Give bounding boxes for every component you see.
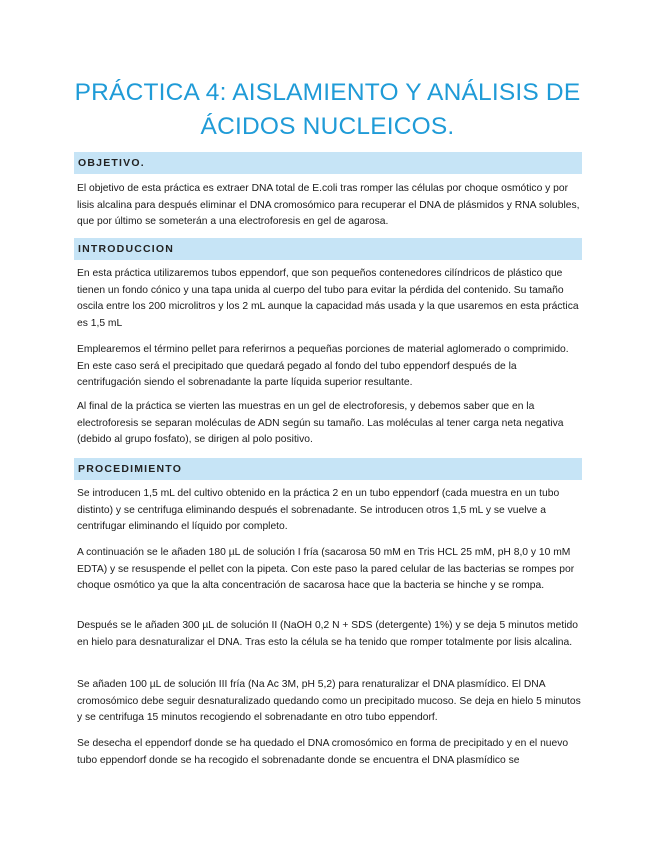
paragraph-procedimiento-4: Se añaden 100 µL de solución III fría (Na Ac 3M, pH 5,2) para renaturalizar el DNA plasmídico. El DNA cromosómico debe seguir desnaturalizado quedando como un precipitado mucoso. Se deja en hielo 5 minutos y se centrifuga 15 minutos recogiendo el sobrenadante en otro tubo eppendorf. bbox=[77, 679, 581, 723]
paragraph-introduccion-3: Al final de la práctica se vierten las muestras en un gel de electroforesis, y debemos saber que en la electroforesis se separan moléculas de ADN según su tamaño. Las moléculas al tener carga neta negativa (debido al grupo fosfato), se dirigen al polo positivo. bbox=[77, 401, 564, 445]
paragraph-introduccion-1: En esta práctica utilizaremos tubos eppendorf, que son pequeños contenedores cilíndricos de plástico que tienen un fondo cónico y una tapa unida al cuerpo del tubo para evitar la pérdida del contenido. Su tamaño oscila entre los 200 microlitros y los 2 mL aunque la capacidad más usada y la que usaremos en esta práctica es 1,5 mL bbox=[77, 268, 579, 329]
paragraph-introduccion-2: Emplearemos el término pellet para referirnos a pequeñas porciones de material aglomerado o comprimido. En este caso será el precipitado que quedará pegado al fondo del tubo eppendorf después de la centrifugación siendo el sobrenadante la parte líquida superior resultante. bbox=[77, 344, 569, 388]
paragraph-procedimiento-3: Después se le añaden 300 µL de solución II (NaOH 0,2 N + SDS (detergente) 1%) y se deja 5 minutos metido en hielo para desnaturalizar el DNA. Tras esto la célula se ha tenido que romper totalmente por lisis alcalina. bbox=[77, 620, 578, 648]
page-title-line-1: PRÁCTICA 4: AISLAMIENTO Y ANÁLISIS DE bbox=[74, 79, 581, 106]
section-heading-introduccion: INTRODUCCION bbox=[74, 238, 582, 260]
section-heading-objetivo: OBJETIVO. bbox=[74, 152, 582, 174]
paragraph-procedimiento-1: Se introducen 1,5 mL del cultivo obtenido en la práctica 2 en un tubo eppendorf (cada muestra en un tubo distinto) y se centrifuga eliminando después el sobrenadante. Se introducen otros 1,5 mL y se vuelve a centrifugar eliminando el líquido por completo. bbox=[77, 488, 560, 532]
paragraph-objetivo-1: El objetivo de esta práctica es extraer DNA total de E.coli tras romper las células por choque osmótico y por lisis alcalina para después eliminar el DNA cromosómico para recuperar el DNA de plásmidos y RNA solubles, que por último se someterán a una electroforesis en gel de agarosa. bbox=[77, 183, 580, 227]
paragraph-procedimiento-5: Se desecha el eppendorf donde se ha quedado el DNA cromosómico en forma de precipitado y en el nuevo tubo eppendorf donde se ha recogido el sobrenadante donde se encuentra el DNA plasmídico se bbox=[77, 738, 569, 766]
page-title-line-2: ÁCIDOS NUCLEICOS. bbox=[200, 113, 455, 140]
section-heading-procedimiento: PROCEDIMIENTO bbox=[74, 458, 582, 480]
page-title bbox=[60, 76, 595, 144]
paragraph-procedimiento-2: A continuación se le añaden 180 µL de solución I fría (sacarosa 50 mM en Tris HCL 25 mM, pH 8,0 y 10 mM EDTA) y se resuspende el pellet con la pipeta. Con este paso la pared celular de las bacterias se rompes por choque osmótico ya que la alta concentración de sacarosa hace que la bacteria se hinche y se rompa. bbox=[77, 547, 575, 591]
